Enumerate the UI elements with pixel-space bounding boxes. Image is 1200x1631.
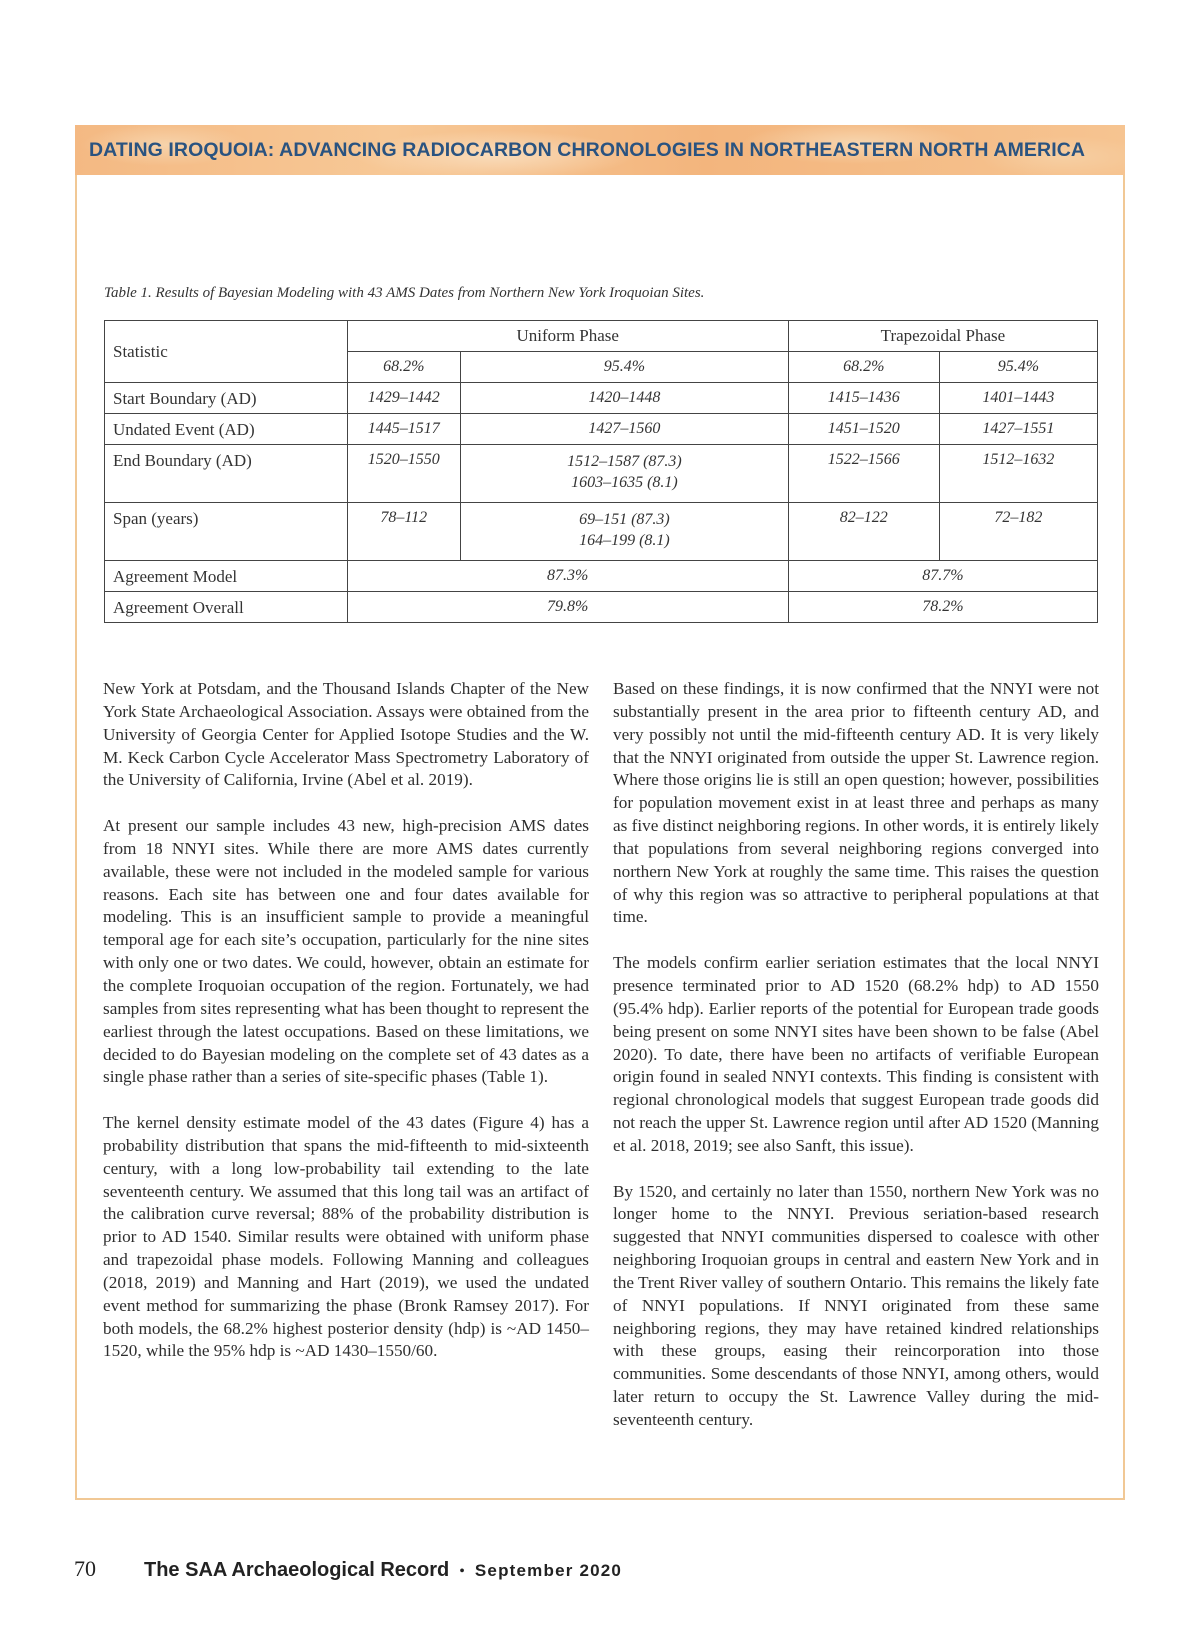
uniform-phase-header: Uniform Phase — [347, 321, 788, 352]
body-column-right — [613, 678, 1099, 1455]
trapezoidal-95-cell: 1401–1443 — [939, 383, 1097, 414]
table-header-row — [105, 321, 1098, 352]
body-paragraph: At present our sample includes 43 new, high-precision AMS dates from 18 NNYI sites. While there are more AMS dates currently available, these were not included in the modeled sample for various reasons. Each site has between one and four dates available for modeling. This is an insufficient sample to provide a meaningful temporal age for each site’s occupation, particularly for the nine sites with only one or two dates. We could, however, obtain an estimate for the complete Iroquoian occupation of the region. Fortunately, we had samples from sites representing what has been thought to represent the earliest through the latest occupations. Based on these limitations, we decided to do Bayesian modeling on the complete set of 43 dates as a single phase rather than a series of site-specific phases (Table 1). — [103, 816, 589, 1087]
bullet-separator: • — [459, 1563, 465, 1580]
body-paragraph: Based on these findings, it is now confirmed that the NNYI were not substantially present in the area prior to fifteenth century AD, and very possibly not until the mid-fifteenth century AD. It is very likely that the NNYI originated from outside the upper St. Lawrence region. Where those origins lie is still an open question; however, possibilities for population movement exist in at least three and perhaps as many as five distinct neighboring regions. In other words, it is entirely likely that populations from several neighboring regions converged into northern New York at roughly the same time. This raises the question of why this region was so attractive to peripheral populations at that time. — [613, 679, 1099, 927]
issue-date: September 2020 — [474, 1561, 623, 1580]
uniform-95-value-main: 69–151 (87.3) — [579, 511, 670, 528]
uniform-68-cell: 1429–1442 — [347, 383, 460, 414]
uniform-95-header: 95.4% — [460, 352, 788, 383]
page-number: 70 — [74, 1556, 96, 1581]
table-caption: Table 1. Results of Bayesian Modeling with 43 AMS Dates from Northern New York Iroquoian Sites. — [104, 285, 705, 301]
agreement-model-row — [105, 561, 1098, 592]
row-label: Undated Event (AD) — [105, 414, 348, 445]
row-label: Agreement Model — [105, 561, 348, 592]
uniform-68-cell: 1520–1550 — [347, 445, 460, 503]
uniform-95-cell — [460, 445, 788, 503]
uniform-95-value-main: 1512–1587 (87.3) — [567, 453, 682, 470]
trapezoidal-68-header: 68.2% — [788, 352, 939, 383]
trapezoidal-68-cell: 82–122 — [788, 503, 939, 561]
table-row — [105, 445, 1098, 503]
uniform-95-cell: 1420–1448 — [460, 383, 788, 414]
trapezoidal-phase-header: Trapezoidal Phase — [788, 321, 1097, 352]
trapezoidal-95-cell: 1427–1551 — [939, 414, 1097, 445]
trapezoidal-68-cell: 1415–1436 — [788, 383, 939, 414]
uniform-68-cell: 1445–1517 — [347, 414, 460, 445]
results-table — [104, 320, 1098, 623]
body-paragraph: The models confirm earlier seriation estimates that the local NNYI presence terminated prior to AD 1520 (68.2% hdp) to AD 1550 (95.4% hdp). Earlier reports of the potential for European trade goods being present on some NNYI sites have been shown to be false (Abel 2020). To date, there have been no artifacts of verifiable European origin found in sealed NNYI contexts. This finding is consistent with regional chronological models that suggest European trade goods did not reach the upper St. Lawrence region until after AD 1520 (Manning et al. 2018, 2019; see also Sanft, this issue). — [613, 953, 1099, 1155]
table-row — [105, 383, 1098, 414]
trapezoidal-68-cell: 1522–1566 — [788, 445, 939, 503]
row-label: Start Boundary (AD) — [105, 383, 348, 414]
statistic-header: Statistic — [105, 321, 348, 383]
trapezoidal-95-header: 95.4% — [939, 352, 1097, 383]
body-paragraph: The kernel density estimate model of the 43 dates (Figure 4) has a probability distribution that spans the mid-fifteenth to mid-sixteenth century, with a long low-probability tail extending to the late seventeenth century. We assumed that this long tail was an artifact of the calibration curve reversal; 88% of the probability distribution is prior to AD 1540. Similar results were obtained with uniform phase and trapezoidal phase models. Following Manning and colleagues (2018, 2019) and Manning and Hart (2019), we used the undated event method for summarizing the phase (Bronk Ramsey 2017). For both models, the 68.2% highest posterior density (hdp) is ~AD 1450–1520, while the 95% hdp is ~AD 1430–1550/60. — [103, 1113, 589, 1361]
table-row — [105, 503, 1098, 561]
trapezoidal-agreement-model: 87.7% — [788, 561, 1097, 592]
section-banner — [75, 125, 1125, 175]
uniform-95-value-secondary: 164–199 (8.1) — [579, 532, 670, 549]
trapezoidal-95-cell: 72–182 — [939, 503, 1097, 561]
row-label: Span (years) — [105, 503, 348, 561]
uniform-95-cell — [460, 503, 788, 561]
trapezoidal-68-cell: 1451–1520 — [788, 414, 939, 445]
page-footer — [74, 1556, 622, 1582]
uniform-68-cell: 78–112 — [347, 503, 460, 561]
body-column-left — [103, 678, 589, 1386]
uniform-95-value-secondary: 1603–1635 (8.1) — [571, 474, 678, 491]
uniform-68-header: 68.2% — [347, 352, 460, 383]
trapezoidal-95-cell: 1512–1632 — [939, 445, 1097, 503]
body-paragraph: New York at Potsdam, and the Thousand Islands Chapter of the New York State Archaeological Association. Assays were obtained from the University of Georgia Center for Applied Isotope Studies and the W. M. Keck Carbon Cycle Accelerator Mass Spectrometry Laboratory of the University of California, Irvine (Abel et al. 2019). — [103, 679, 589, 790]
journal-title: The SAA Archaeological Record — [144, 1559, 450, 1581]
body-paragraph: By 1520, and certainly no later than 1550, northern New York was no longer home to the NNYI. Previous seriation-based research suggested that NNYI communities dispersed to coalesce with other neighboring Iroquoian groups in central and eastern New York and in the Trent River valley of southern Ontario. This remains the likely fate of NNYI populations. If NNYI originated from these same neighboring regions, they may have retained kindred relationships with these groups, easing their reincorporation into those communities. Some descendants of those NNYI, among others, would later return to occupy the St. Lawrence Valley during the mid-seventeenth century. — [613, 1181, 1099, 1429]
table-row — [105, 414, 1098, 445]
row-label: End Boundary (AD) — [105, 445, 348, 503]
uniform-agreement-model: 87.3% — [347, 561, 788, 592]
agreement-overall-row — [105, 592, 1098, 623]
uniform-95-cell: 1427–1560 — [460, 414, 788, 445]
uniform-agreement-overall: 79.8% — [347, 592, 788, 623]
banner-title: DATING IROQUOIA: ADVANCING RADIOCARBON CHRONOLOGIES IN NORTHEASTERN NORTH AMERICA — [89, 138, 1086, 161]
trapezoidal-agreement-overall: 78.2% — [788, 592, 1097, 623]
row-label: Agreement Overall — [105, 592, 348, 623]
